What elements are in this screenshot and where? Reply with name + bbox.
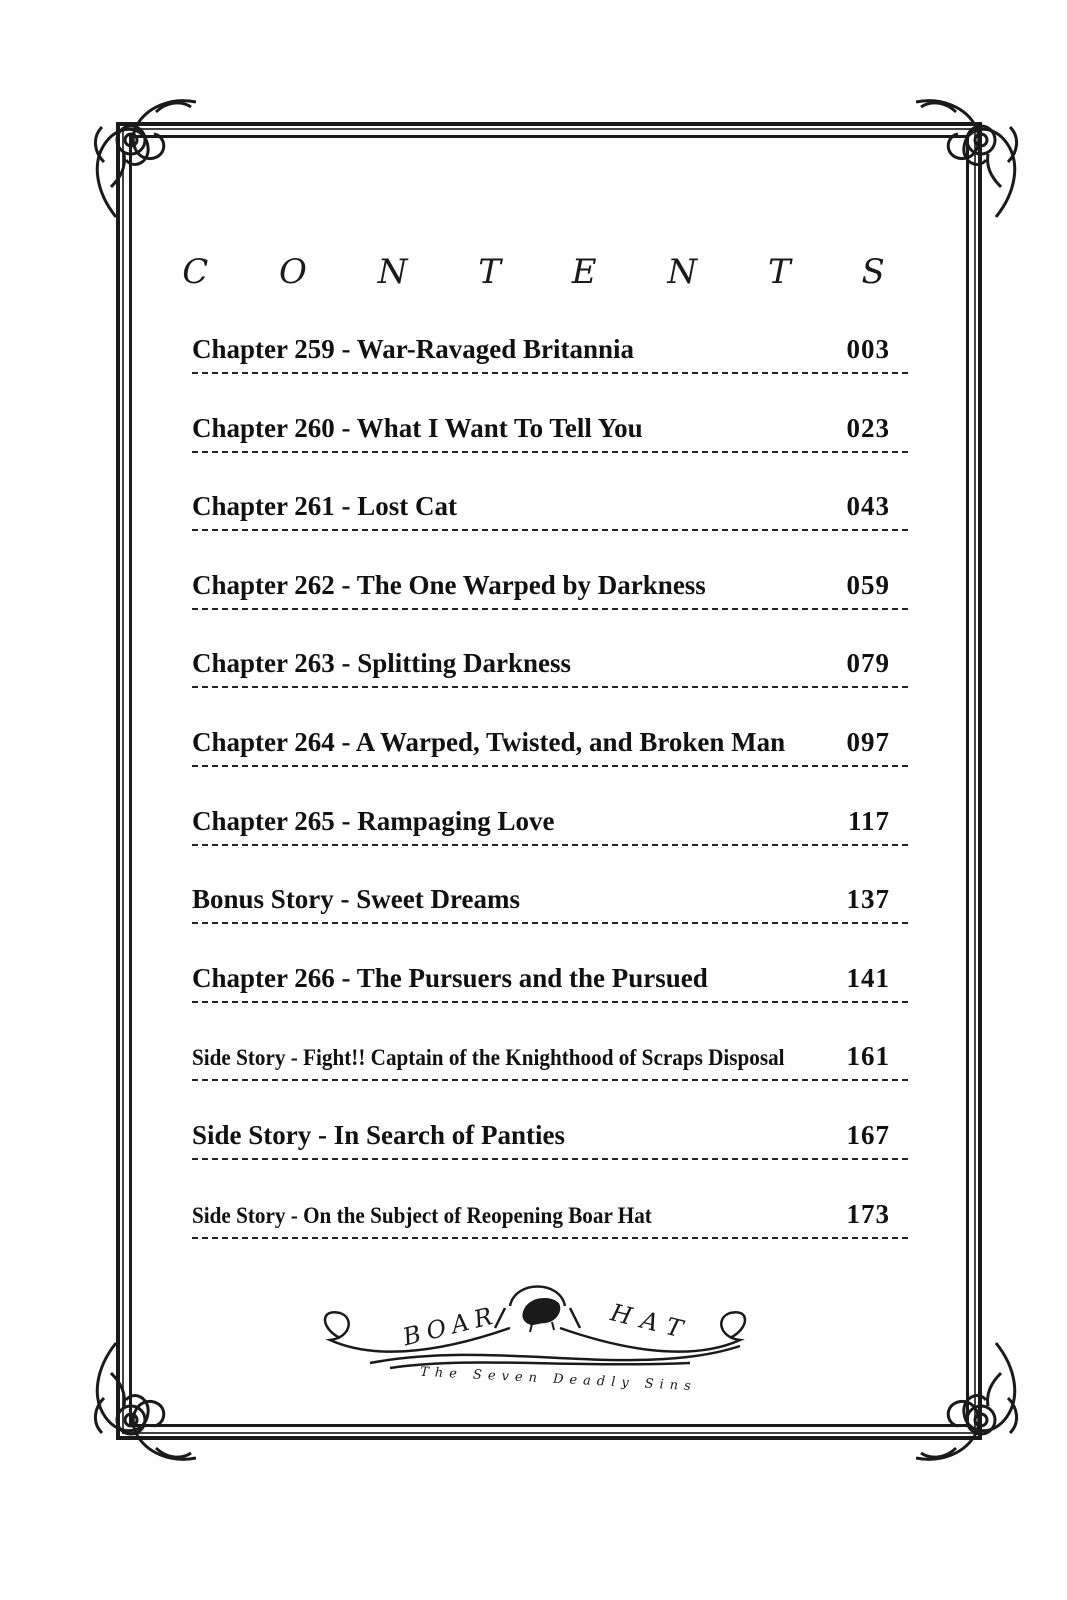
toc-entry-page: 059 (846, 569, 890, 600)
toc-entry-label: Chapter 263 - Splitting Darkness (192, 648, 572, 679)
toc-entry-page: 097 (846, 726, 890, 757)
toc-entry[interactable] (192, 487, 908, 566)
dashed-divider (192, 922, 908, 924)
logo-boar-text: BOAR (400, 1300, 502, 1352)
dashed-divider (192, 686, 908, 688)
toc-entry-page: 137 (846, 884, 890, 915)
toc-entry-page: 167 (846, 1119, 890, 1150)
toc-entry-label: Bonus Story - Sweet Dreams (192, 884, 520, 915)
toc-entry-page: 043 (846, 491, 890, 522)
toc-entry-page: 079 (846, 648, 890, 679)
ornament-corner-bottom-left-icon (86, 1338, 206, 1468)
toc-entry[interactable] (192, 566, 908, 645)
ornament-corner-top-right-icon (906, 92, 1026, 222)
dashed-divider (192, 844, 908, 846)
toc-entry[interactable] (192, 959, 908, 1038)
toc-entry[interactable] (192, 1116, 908, 1195)
toc-entry-page: 003 (846, 334, 890, 364)
toc-entry-label: Chapter 262 - The One Warped by Darkness (192, 569, 706, 600)
table-of-contents (192, 330, 908, 1273)
toc-entry[interactable] (192, 409, 908, 488)
dashed-divider (192, 608, 908, 610)
toc-entry-label: Chapter 260 - What I Want To Tell You (192, 412, 643, 443)
toc-entry-page: 023 (846, 412, 890, 443)
boar-hat-logo (310, 1268, 760, 1408)
dashed-divider (192, 1158, 908, 1160)
toc-entry-page: 161 (846, 1041, 890, 1072)
dashed-divider (192, 1001, 908, 1003)
toc-entry-label: Chapter 259 - War-Ravaged Britannia (192, 334, 635, 364)
toc-entry[interactable] (192, 880, 908, 959)
toc-entry-label: Chapter 261 - Lost Cat (192, 491, 457, 522)
toc-entry[interactable] (192, 1195, 908, 1274)
toc-entry[interactable] (192, 1037, 908, 1116)
toc-entry[interactable] (192, 330, 908, 409)
ornament-corner-top-left-icon (86, 92, 206, 222)
toc-entry-page: 117 (847, 805, 890, 836)
dashed-divider (192, 529, 908, 531)
dashed-divider (192, 372, 908, 374)
dashed-divider (192, 765, 908, 767)
logo-hat-text: HAT (607, 1298, 696, 1346)
dashed-divider (192, 451, 908, 453)
page-title: C O N T E N T S (182, 252, 915, 292)
toc-entry[interactable] (192, 644, 908, 723)
dashed-divider (192, 1079, 908, 1081)
toc-entry-label: Side Story - On the Subject of Reopening Boar Hat (192, 1202, 652, 1228)
toc-entry-label: Side Story - Fight!! Captain of the Knighthood of Scraps Disposal (192, 1045, 785, 1071)
toc-entry-page: 173 (846, 1198, 890, 1229)
toc-entry-label: Chapter 265 - Rampaging Love (192, 805, 555, 836)
toc-entry[interactable] (192, 802, 908, 881)
dashed-divider (192, 1237, 908, 1239)
toc-entry-label: Chapter 264 - A Warped, Twisted, and Broken Man (192, 726, 786, 757)
logo-subtitle: The Seven Deadly Sins (419, 1364, 698, 1395)
toc-entry-page: 141 (846, 962, 890, 993)
toc-entry[interactable] (192, 723, 908, 802)
toc-entry-label: Side Story - In Search of Panties (192, 1119, 566, 1150)
toc-entry-label: Chapter 266 - The Pursuers and the Pursued (192, 962, 708, 993)
ornament-corner-bottom-right-icon (906, 1338, 1026, 1468)
